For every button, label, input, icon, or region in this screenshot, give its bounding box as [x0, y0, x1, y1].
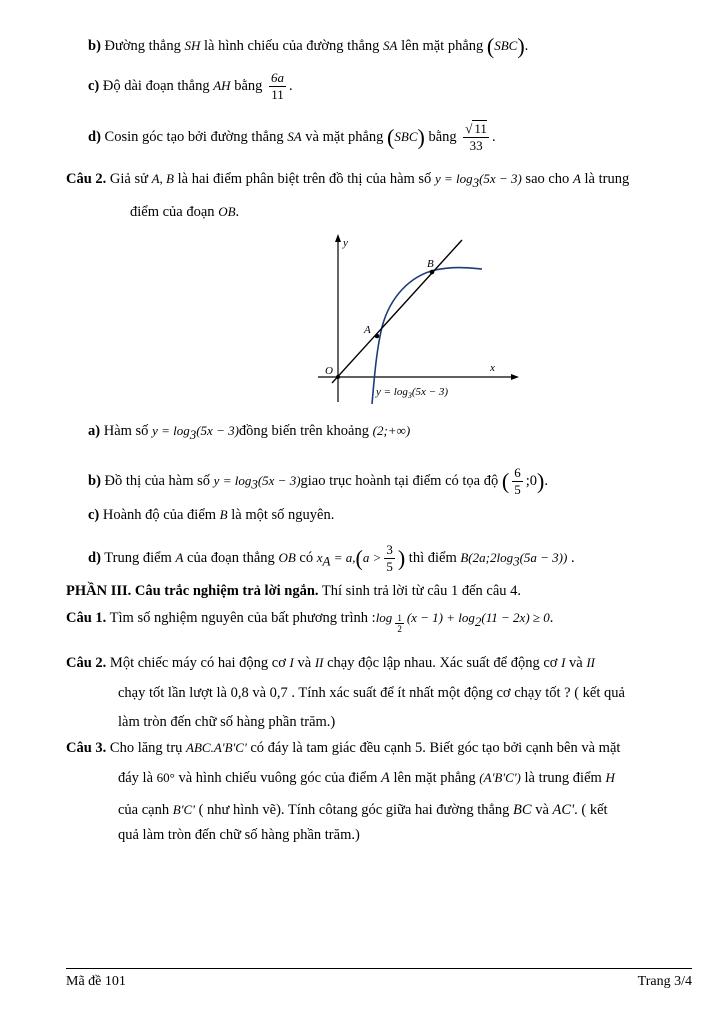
part3-question-3-line4: quả làm tròn đến chữ số hàng phần trăm.) — [118, 827, 360, 843]
q2-item-b: b) Đồ thị của hàm số $y = \log_3(5x$ − 3)giao trục hoành tại điểm có tọa độ ( $\frac{6}{5}$ ;0). — [88, 465, 548, 497]
text: là hình chiếu của đường thẳng — [204, 38, 380, 54]
point-o — [336, 375, 340, 379]
x-label: x — [490, 362, 495, 374]
point-a — [375, 334, 380, 339]
math: SA — [287, 128, 302, 144]
math: SA — [383, 38, 398, 53]
q2-item-c: c) Hoành độ của điểm B là một số nguyên. — [88, 507, 335, 523]
y-label: y — [343, 237, 348, 249]
a-label: A — [364, 324, 371, 336]
part3-question-3: Câu 3. Cho lăng trụ ABC.A'B'C' có đáy là tam giác đều cạnh 5. Biết góc tạo bởi cạnh bên và mặt — [66, 740, 621, 756]
o-label: O — [325, 365, 333, 377]
b-label: B — [427, 258, 434, 270]
footer-page-number: Trang 3/4 — [637, 974, 692, 989]
q2-item-a: a) Hàm số $y = \log_3(5x$ − 3)đồng biến trên khoảng (2;+∞) — [88, 423, 411, 442]
math: AH — [213, 77, 231, 93]
fraction: $\frac{√ 11}{33}$ — [465, 121, 487, 153]
part3-question-3-line3: của cạnh B'C' ( như hình vẽ). Tính côtang góc giữa hai đường thẳng BC và AC'. ( kết — [118, 802, 608, 818]
item-b-prev: b) Đường thẳng SH là hình chiếu của đường thẳng SA lên mặt phẳng (SBC). — [88, 33, 529, 59]
question-label: Câu 2. — [66, 171, 107, 187]
part3-question-1: Câu 1. Tìm số nghiệm nguyên của bất phương trình :log $\frac{1}{2}$ $(x - 1) + \log_2(11 - 2x) \ge 0$. — [66, 610, 554, 634]
fraction: $\frac{6a}{11}$ — [271, 70, 285, 102]
point-b — [430, 270, 435, 275]
text: Cosin góc tạo bởi đường thẳng — [104, 128, 284, 145]
item-label: c) — [88, 77, 100, 94]
part-3-heading: PHẦN III. Câu trắc nghiệm trả lời ngắn. Thí sinh trả lời từ câu 1 đến câu 4. — [66, 583, 522, 599]
log-graph — [310, 232, 520, 407]
text: lên mặt phẳng — [401, 38, 484, 54]
item-label: d) — [88, 128, 101, 145]
y-axis-arrow — [335, 234, 341, 242]
question-2: Câu 2. Giả sử A, B là hai điểm phân biệt trên đồ thị của hàm số $y = \log_3(5x - 3)$ sao cho A là trung — [66, 171, 630, 190]
item-c-prev: c) Độ dài đoạn thẳng AH bằng $\frac{6a}{11}$ . — [88, 70, 293, 102]
text: bằng — [428, 128, 457, 145]
item-d-prev: d) Cosin góc tạo bởi đường thẳng SA và mặt phẳng (SBC) bằng $\frac{√ 11}{33}$ . — [88, 121, 496, 153]
line-ob — [332, 240, 462, 383]
math: SBC — [494, 38, 518, 53]
math: SH — [184, 38, 201, 53]
text: và mặt phẳng — [305, 128, 384, 145]
x-axis-arrow — [511, 374, 519, 380]
part3-question-3-line2: đáy là 60° và hình chiếu vuông góc của điểm A lên mặt phẳng (A'B'C') là trung điểm H — [118, 770, 615, 786]
text: Đường thẳng — [104, 38, 181, 54]
footer-exam-code: Mã đề 101 — [66, 974, 126, 989]
curve-label: $y = \log_3(5x - 3)$ — [376, 386, 449, 400]
part3-question-2-line2: chạy tốt lần lượt là 0,8 và 0,7 . Tính xác suất để ít nhất một động cơ chạy tốt ? ( kết quả — [118, 685, 625, 701]
q2-item-d: d) Trung điểm A của đoạn thẳng OB có $x_A = a,(a$ > $\frac{3}{5}$ ) thì điểm $B(2a;2\log_3(5a - 3))$ . — [88, 542, 575, 574]
text: Độ dài đoạn thẳng — [102, 77, 210, 94]
question-2-line2: điểm của đoạn OB. — [130, 204, 240, 220]
item-label: b) — [88, 38, 101, 54]
footer-divider — [66, 968, 692, 969]
math: SBC — [394, 128, 418, 144]
part3-question-2: Câu 2. Một chiếc máy có hai động cơ I và II chạy độc lập nhau. Xác suất để động cơ I và II — [66, 655, 596, 671]
log-curve — [372, 268, 482, 404]
part3-question-2-line3: làm tròn đến chữ số hàng phần trăm.) — [118, 714, 336, 730]
text: bằng — [234, 77, 263, 94]
